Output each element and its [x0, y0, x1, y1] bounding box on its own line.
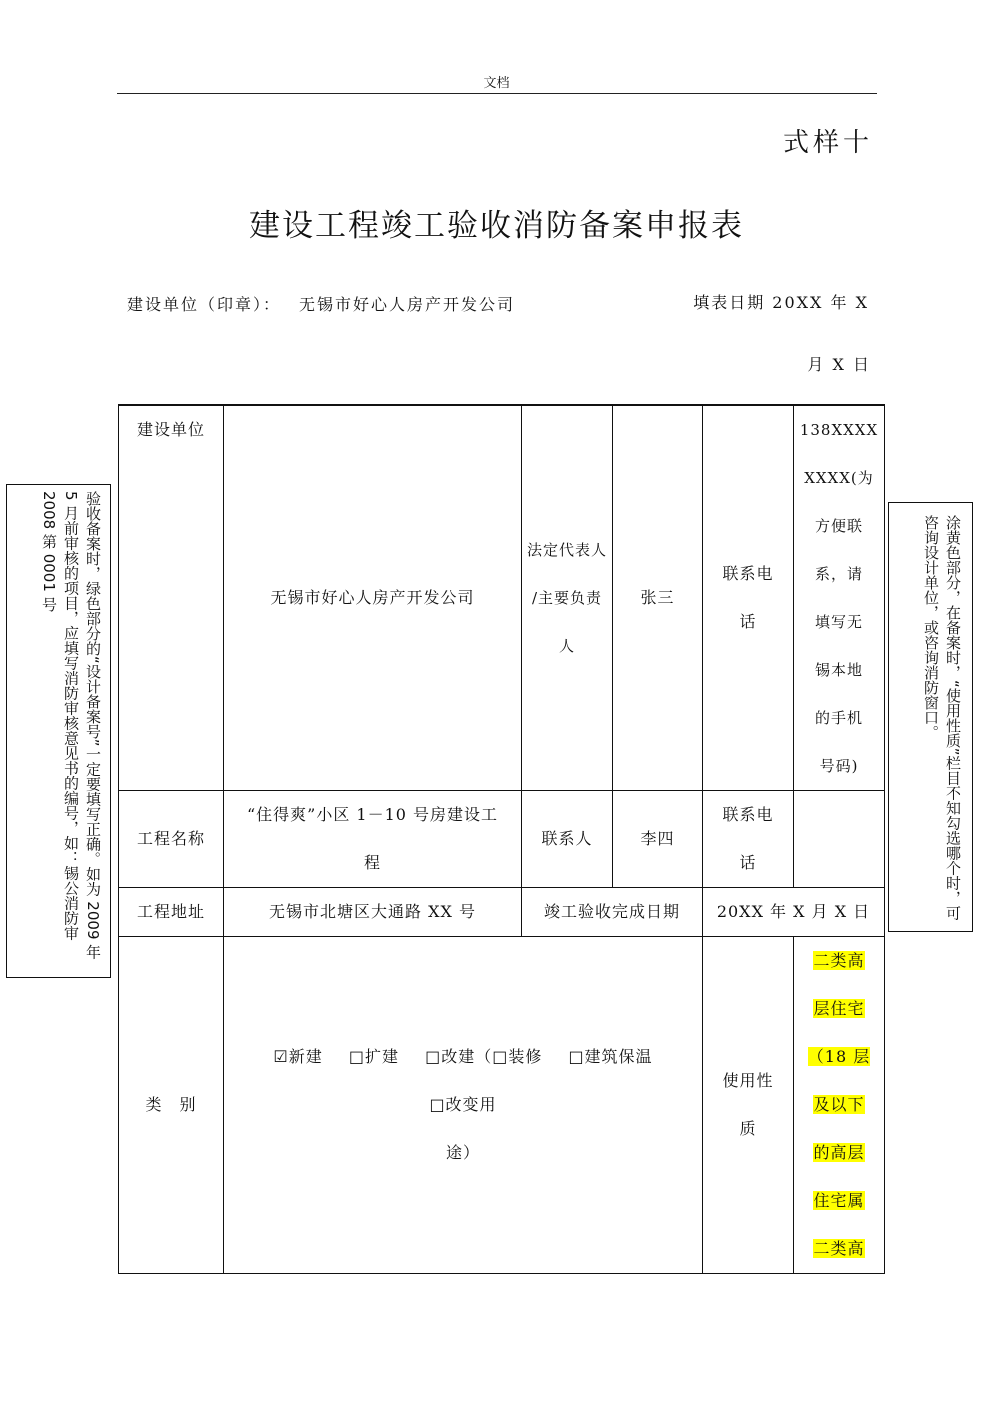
checkbox-new[interactable]: ☑新建	[273, 1047, 323, 1066]
table-row	[119, 937, 885, 1274]
legal-rep-header	[522, 405, 613, 791]
phone-line: XXXX(为	[804, 469, 874, 487]
phone-header-line: 联系电	[722, 805, 774, 824]
phone-line: 锡本地	[814, 661, 863, 679]
usage-line: 的高层	[813, 1143, 865, 1162]
right-annotation-text: 涂黄色部分，在备案时，“使用性质”栏目不知勾选哪个时，可咨询设计单位，或咨询消防窗口。	[922, 515, 962, 921]
project-name-header: 工程名称	[119, 791, 224, 888]
contact-cell[interactable]: 李四	[613, 791, 703, 888]
phone-line: 号码)	[819, 757, 859, 775]
usage-line: 二类高	[813, 951, 865, 970]
fill-date-line2: 月 X 日	[807, 355, 871, 374]
phone-line: 系，请	[814, 565, 863, 583]
fill-date-line1: 填表日期 20XX 年 X	[693, 293, 869, 312]
category-header: 类 别	[119, 937, 224, 1274]
category-options	[224, 937, 703, 1274]
checkbox-expand[interactable]: □扩建	[348, 1047, 399, 1066]
usage-header-line: 使用性	[722, 1071, 774, 1090]
table-row	[119, 888, 885, 937]
right-annotation-box	[888, 502, 973, 932]
phone-header-2	[703, 791, 794, 888]
project-name-line: “住得爽”小区 1－10 号房建设工	[246, 805, 499, 824]
phone-header	[703, 405, 794, 791]
usage-header-line: 质	[739, 1119, 757, 1138]
construction-unit-header: 建设单位	[119, 405, 224, 791]
table-row	[119, 405, 885, 791]
project-name-line: 程	[363, 853, 381, 872]
usage-line: 及以下	[813, 1095, 865, 1114]
phone-header-line: 联系电	[722, 564, 774, 583]
legal-rep-cell[interactable]: 张三	[613, 405, 703, 791]
legal-rep-header-line: /主要负责	[531, 589, 603, 607]
phone-header-line: 话	[739, 853, 757, 872]
construction-unit-cell[interactable]: 无锡市好心人房产开发公司	[224, 405, 522, 791]
usage-line: 二类高	[813, 1239, 865, 1258]
construction-unit-value: 无锡市好心人房产开发公司	[299, 295, 516, 314]
phone-line: 的手机	[814, 709, 863, 727]
phone-line: 方便联	[814, 517, 863, 535]
usage-line: 住宅属	[813, 1191, 865, 1210]
completion-date-header: 竣工验收完成日期	[522, 888, 703, 937]
usage-line: 层住宅	[813, 999, 865, 1018]
usage-cell[interactable]	[794, 937, 885, 1274]
checkbox-rebuild[interactable]: □改建（□装修	[425, 1047, 543, 1066]
usage-header	[703, 937, 794, 1274]
declaration-form-table	[118, 404, 885, 1274]
usage-line: （18 层	[807, 1047, 871, 1066]
left-annotation-box	[6, 484, 111, 978]
completion-date-cell[interactable]: 20XX 年 X 月 X 日	[703, 888, 885, 937]
left-annotation-text: 验收备案时，绿色部分的“设计备案号”一定要填写正确。如为 2009 年 5 月前审核的项目，应填写消防审核意见书的编号，如：锡公消防审 2008 第 0001 号	[40, 491, 102, 960]
phone-cell[interactable]	[794, 405, 885, 791]
legal-rep-header-line: 法定代表人	[526, 541, 607, 559]
construction-unit-line	[127, 292, 515, 315]
category-options-tail: 途）	[445, 1143, 480, 1162]
style-label: 式样十	[782, 128, 873, 158]
checkbox-change-use[interactable]: □改变用	[429, 1095, 497, 1114]
project-address-cell[interactable]: 无锡市北塘区大通路 XX 号	[224, 888, 522, 937]
header-divider	[117, 93, 877, 94]
checkbox-insulation[interactable]: □建筑保温	[568, 1047, 653, 1066]
phone-cell-2[interactable]	[794, 791, 885, 888]
contact-header: 联系人	[522, 791, 613, 888]
project-address-header: 工程地址	[119, 888, 224, 937]
phone-line: 138XXXX	[799, 421, 879, 439]
page-header: 文档	[483, 76, 510, 91]
document-title: 建设工程竣工验收消防备案申报表	[249, 208, 744, 244]
phone-header-line: 话	[739, 612, 757, 631]
construction-unit-label: 建设单位（印章）：	[127, 295, 282, 314]
phone-line: 填写无	[814, 613, 863, 631]
project-name-cell[interactable]	[224, 791, 522, 888]
table-row	[119, 791, 885, 888]
legal-rep-header-line: 人	[558, 637, 575, 655]
